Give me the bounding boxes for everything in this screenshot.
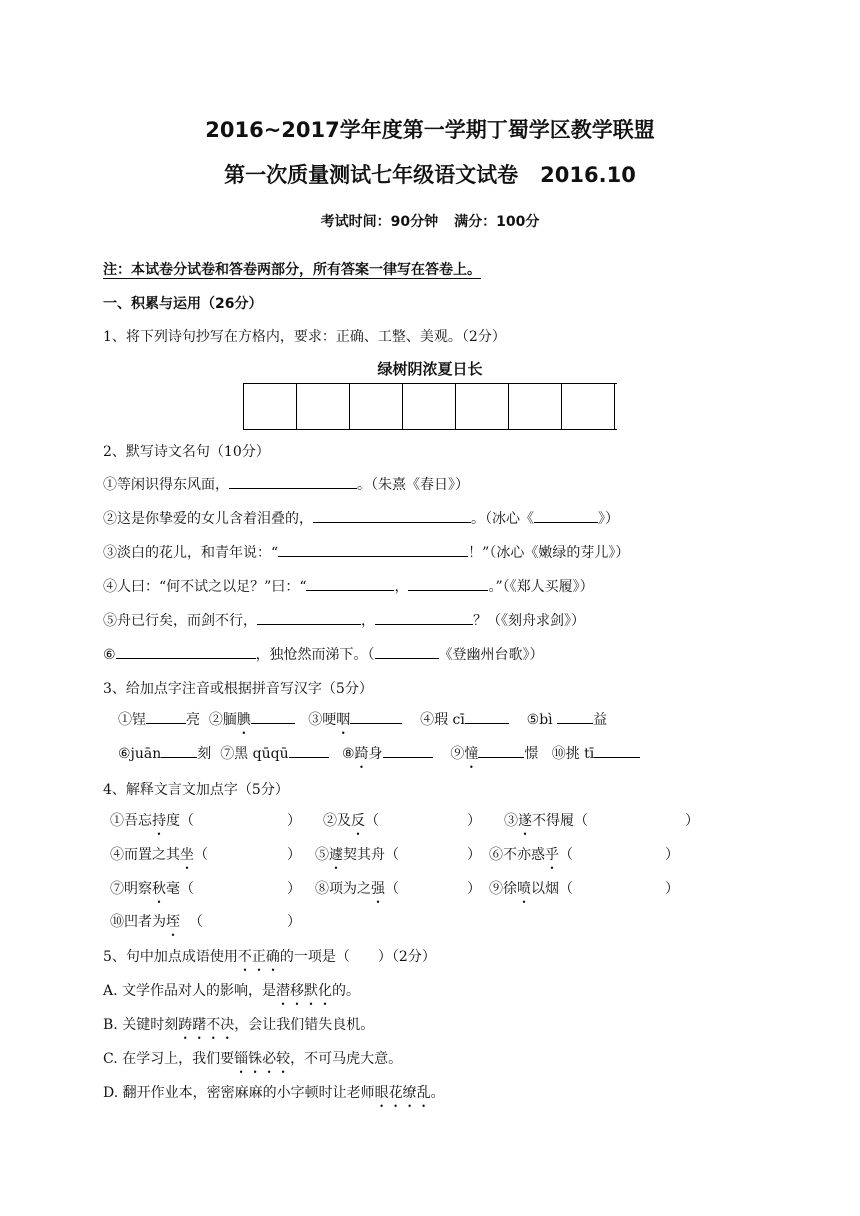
option-text: D. 翻开作业本，密密麻麻的小字顿时让老师 <box>103 1085 375 1101</box>
section-heading: 一、积累与运用（26分） <box>103 296 263 312</box>
q5-option-d <box>103 1082 445 1102</box>
grid-cell <box>456 384 509 429</box>
q4-item <box>110 911 203 931</box>
dotted-idiom <box>375 1085 431 1101</box>
q5-option-a <box>103 980 360 1000</box>
dotted-char: 眼 <box>374 1085 389 1101</box>
q2-item-6 <box>103 644 544 664</box>
q2-text: 。”（《郑人买履》） <box>488 579 594 595</box>
q2-text: 。（冰心《 <box>471 511 534 527</box>
dotted-idiom <box>178 1017 234 1033</box>
q3-text: ③哽 <box>308 712 337 728</box>
q4-item <box>110 844 208 864</box>
q4-paren: ） <box>287 881 301 897</box>
q4-item <box>504 810 588 830</box>
exam-info <box>0 211 860 231</box>
q4-text: ①吾忘 <box>110 813 152 829</box>
title-date: 2016.10 <box>540 163 636 187</box>
dotted-char: 坐 <box>180 847 194 863</box>
answer-blank <box>383 743 433 758</box>
q4-text: （ <box>385 881 399 897</box>
question-4: 4、解释文言文加点字（5分） <box>103 782 289 798</box>
q3-text: ⑧ <box>341 746 355 762</box>
dotted-char: 遽 <box>329 847 343 863</box>
q3-text: ⑥juān <box>118 746 162 762</box>
q2-text: ！”（冰心《嫩绿的芽儿》） <box>468 545 630 561</box>
q3-text: ②腼 <box>208 712 237 728</box>
answer-blank <box>289 743 329 758</box>
q4-text: ②及 <box>323 813 351 829</box>
q3-text: ⑩挑 tī <box>551 746 595 762</box>
q2-item-4 <box>103 576 594 596</box>
option-text: 。 <box>430 1085 445 1101</box>
q3-text: ⑨ <box>450 746 465 762</box>
grid-cell <box>244 384 297 429</box>
dotted-char: 躇 <box>192 1017 207 1033</box>
q4-item <box>110 810 194 830</box>
q4-text: 毫（ <box>166 881 194 897</box>
q2-text: ， <box>361 613 375 629</box>
q4-text: （ <box>194 847 208 863</box>
q5-text: 的一项是（ ）（2分） <box>279 949 436 965</box>
dotted-char: 较 <box>276 1051 291 1067</box>
answer-blank <box>116 644 256 659</box>
poem-line: 绿树阴浓夏日长 <box>377 360 483 378</box>
q2-text: ，独怆然而涕下。（ <box>255 647 375 663</box>
dotted-idiom <box>234 1051 290 1067</box>
q4-item <box>315 878 399 898</box>
answer-blank <box>229 474 357 489</box>
option-text: B. 关键时刻 <box>103 1017 179 1033</box>
option-text: ，不可马虎大意。 <box>290 1051 403 1067</box>
dotted-char: 咽 <box>336 712 351 728</box>
q4-text: ③ <box>504 813 518 829</box>
q4-text: ⑤ <box>315 847 329 863</box>
q5-option-c <box>103 1048 402 1068</box>
q4-paren: ） <box>665 881 679 897</box>
dotted-char: 持 <box>152 813 166 829</box>
answer-blank <box>465 709 509 724</box>
q4-text: （ <box>559 847 573 863</box>
dotted-char: 乎 <box>545 847 559 863</box>
title-line-2 <box>0 159 860 189</box>
dotted-char: 必 <box>262 1051 277 1067</box>
q4-item <box>110 878 194 898</box>
q4-paren: ） <box>665 847 679 863</box>
grid-cell <box>350 384 403 429</box>
q4-text: （ <box>188 914 203 930</box>
q2-text: ⑤舟已行矣，而剑不行， <box>103 613 257 629</box>
answer-blank <box>251 709 295 724</box>
q5-option-b <box>103 1014 374 1034</box>
q4-paren: ） <box>287 914 301 930</box>
q5-text: 5、句中加点成语使用 <box>103 949 238 965</box>
q2-item-2 <box>103 508 619 528</box>
q4-text: ④而置之其 <box>110 847 180 863</box>
q4-text: （ <box>365 813 379 829</box>
dotted-char: 不 <box>206 1017 221 1033</box>
dotted-char: 腆 <box>236 712 251 728</box>
q3-text: ①锃 <box>118 712 146 728</box>
q4-text: ⑦明察 <box>110 881 152 897</box>
q3-row-1 <box>118 709 607 729</box>
q3-text: 刻 <box>197 746 212 762</box>
q2-text: 《登幽州台歌》） <box>438 647 544 663</box>
answer-blank <box>278 542 468 557</box>
dotted-char: 喷 <box>517 881 531 897</box>
q4-paren: ） <box>287 813 301 829</box>
dotted-char: 遂 <box>518 813 532 829</box>
dotted-char: 反 <box>351 813 365 829</box>
q4-paren: ） <box>467 881 481 897</box>
q2-text: 。（朱熹《春日》） <box>357 477 469 493</box>
grid-cell <box>562 384 615 429</box>
q3-text: ⑤bì <box>526 712 558 728</box>
dotted-char: 确 <box>265 949 280 965</box>
option-text: 的。 <box>332 983 361 999</box>
answer-blank <box>350 709 402 724</box>
dotted-char: 锱 <box>234 1051 249 1067</box>
dotted-char: 不 <box>237 949 252 965</box>
q4-text: 不得履（ <box>532 813 588 829</box>
dotted-char: 铢 <box>248 1051 263 1067</box>
dotted-char: 潜 <box>276 983 291 999</box>
q4-text: ⑨徐 <box>489 881 517 897</box>
dotted-char: 缭 <box>402 1085 417 1101</box>
q3-text: 益 <box>593 712 608 728</box>
q4-item <box>315 844 399 864</box>
q4-item <box>489 878 573 898</box>
answer-blank <box>313 508 471 523</box>
q4-text: 度（ <box>166 813 194 829</box>
q3-row-2 <box>118 743 640 763</box>
dotted-char: 踦 <box>354 746 369 762</box>
answer-blank <box>478 743 524 758</box>
grid-cell <box>509 384 562 429</box>
grid-cell <box>403 384 456 429</box>
q4-text: 契其舟（ <box>343 847 399 863</box>
dotted-char: 化 <box>318 983 333 999</box>
q3-text: 憬 <box>524 746 539 762</box>
q2-item-3 <box>103 542 629 562</box>
q4-paren: ） <box>685 813 699 829</box>
dotted-char: 移 <box>290 983 305 999</box>
dotted-char: 踌 <box>178 1017 193 1033</box>
writing-grid <box>243 383 617 430</box>
question-5 <box>103 946 436 966</box>
dotted-char: 默 <box>304 983 319 999</box>
exam-time: 考试时间：90分钟 <box>320 214 439 230</box>
dotted-char: 乱 <box>416 1085 431 1101</box>
q4-item <box>489 844 573 864</box>
answer-blank <box>375 644 439 659</box>
q2-text: ②这是你挚爱的女儿含着泪叠的， <box>103 511 313 527</box>
q2-text: 》） <box>598 511 619 527</box>
q4-text: ⑧项为之 <box>315 881 371 897</box>
q3-text: ④瑕 cī <box>420 712 465 728</box>
answer-blank <box>306 576 394 591</box>
option-text: C. 在学习上，我们要 <box>103 1051 235 1067</box>
answer-blank <box>557 709 593 724</box>
q4-item <box>323 810 379 830</box>
option-text: ，会让我们错失良机。 <box>234 1017 375 1033</box>
answer-blank <box>408 576 488 591</box>
q4-paren: ） <box>287 847 301 863</box>
answer-blank <box>257 610 361 625</box>
q2-item-1 <box>103 474 469 494</box>
question-1: 1、将下列诗句抄写在方格内，要求：正确、工整、美观。（2分） <box>103 329 506 345</box>
q2-text: ？（《刻舟求剑》） <box>473 613 585 629</box>
q3-text: 身 <box>368 746 383 762</box>
dotted-char: 决 <box>220 1017 235 1033</box>
q3-text: 亮 <box>186 712 200 728</box>
answer-blank <box>375 610 473 625</box>
question-3: 3、给加点字注音或根据拼音写汉字（5分） <box>103 681 373 697</box>
q2-text: ， <box>394 579 409 595</box>
answer-blank <box>161 743 197 758</box>
q4-text: ⑥不亦惑 <box>489 847 545 863</box>
q2-text: ⑥ <box>103 647 116 663</box>
title-line-1: 2016~2017学年度第一学期丁蜀学区教学联盟 <box>205 118 655 142</box>
q4-paren: ） <box>467 813 481 829</box>
question-2: 2、默写诗文名句（10分） <box>103 444 270 460</box>
dotted-char: 正 <box>251 949 266 965</box>
q4-text: ⑩凹者为 <box>110 914 166 930</box>
q4-paren: ） <box>467 847 481 863</box>
answer-blank <box>594 743 640 758</box>
dotted-char: 强 <box>371 881 385 897</box>
dotted-char: 花 <box>388 1085 403 1101</box>
q3-text: ⑦黑 qūqū <box>220 746 289 762</box>
q2-text: ④人曰：“何不试之以足？”曰：“ <box>103 579 307 595</box>
title-text: 第一次质量测试七年级语文试卷 <box>224 163 519 187</box>
q4-text: 以烟（ <box>531 881 573 897</box>
q2-text: ③淡白的花儿，和青年说：“ <box>103 545 279 561</box>
dotted-idiom <box>276 983 332 999</box>
option-text: A. 文学作品对人的影响，是 <box>103 983 277 999</box>
dotted-char: 垤 <box>166 914 180 930</box>
dotted-char: 憧 <box>464 746 479 762</box>
exam-score: 满分：100分 <box>454 214 540 230</box>
answer-blank <box>146 709 186 724</box>
instruction-note: 注：本试卷分试卷和答卷两部分，所有答案一律写在答卷上。 <box>103 262 481 278</box>
q2-text: ①等闲识得东风面， <box>103 477 229 493</box>
grid-cell <box>297 384 350 429</box>
q2-item-5 <box>103 610 585 630</box>
dotted-char: 秋 <box>152 881 166 897</box>
answer-blank <box>534 508 598 523</box>
